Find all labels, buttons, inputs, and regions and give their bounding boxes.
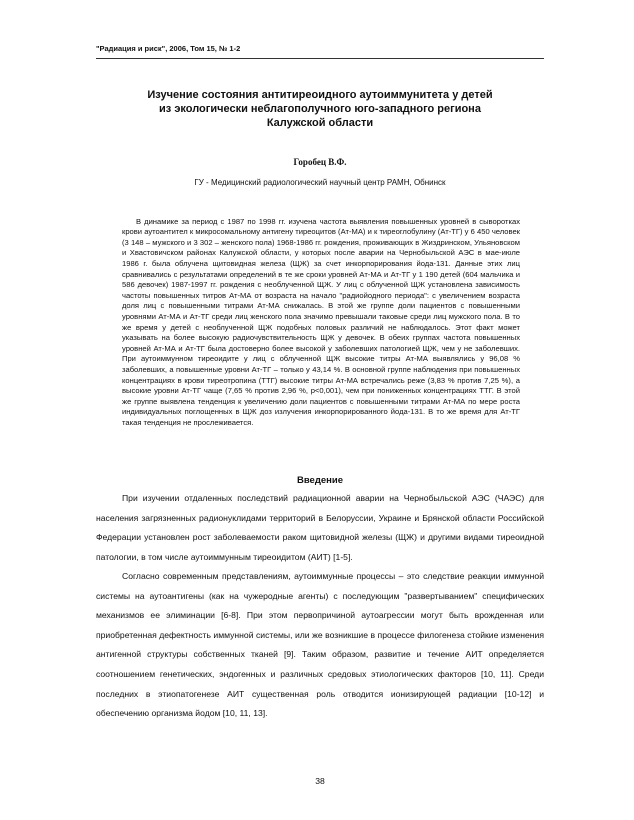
title-line-3: Калужской области [266,117,374,129]
title-line-1: Изучение состояния антитиреоидного аутоиммунитета у детей [147,89,493,101]
section-title-introduction: Введение [296,475,344,486]
body-paragraph-2: Согласно современным представлениям, аутоиммунные процессы – это следствие реакции иммунной системы на аутоантигены (как на чужеродные агенты) с последующим "развертыванием" специфических механизмов ее элиминации [6-8]. При этом первопричиной аутоагрессии могут быть врожденная или приобретенная дефектность иммунной системы, или же возникшие в процессе филогенеза стойкие изменения антигенной структуры собственных тканей [9]. Таким образом, развитие и течение АИТ определяется соотношением генетических, эндогенных и различных средовых этиологических факторов [10, 11]. Среди последних в этиопатогенезе АИТ существенная роль отводится ионизирующей радиации [10-12] и обеспечению организма йодом [10, 11, 13]. [96,571,544,719]
body-paragraph-1: При изучении отдаленных последствий радиационной аварии на Чернобыльской АЭС (ЧАЭС) для населения загрязненных радионуклидами территорий в Белоруссии, Украине и Брянской области Российской Федерации установлен рост заболеваемости раком щитовидной железы (ЩЖ) и другими видами тиреоидной патологии, в том числе аутоиммунным тиреоидитом (АИТ) [1-5]. [96,493,544,562]
article-title [96,88,544,130]
author: Горобец В.Ф. [293,157,347,167]
journal-header: "Радиация и риск", 2006, Том 15, № 1-2 [96,44,241,53]
header-rule [96,58,544,59]
title-line-2: из экологически неблагополучного юго-западного региона [159,103,481,115]
abstract: В динамике за период с 1987 по 1998 гг. изучена частота выявления повышенных уровней в сыворотках крови аутоантител к микросомальному антигену тиреоцитов (Ат-МА) и к тиреоглобулину (Ат-ТГ) у 6 450 человек (3 148 – мужского и 3 302 – женского пола) 1968-1986 гг. рождения, проживающих в Жиздринском, Ульяновском и Хвастовичском районах Калужской области, у которых после аварии на Чернобыльской АЭС в мае-июле 1986 г. была облучена щитовидная железа (ЩЖ) за счет инкорпорирования йода-131. Данные этих лиц сравнивались с результатами определений в те же сроки уровней Ат-МА и Ат-ТГ у 1 190 детей (604 мальчика и 586 девочек) 1987-1997 гг. рождения с необлученной ЩЖ. У лиц с облученной ЩЖ установлена зависимость частоты повышенных титров Ат-МА от возраста на начало "радиойодного периода": с увеличением возраста доля лиц с повышенными титрами Ат-МА снижалась. В этой же группе доли пациентов с повышенными уровнями Ат-МА и Ат-ТГ среди лиц женского пола значимо превышали таковые среди лиц мужского пола. В то же время у детей с необлученной ЩЖ подобных половых различий не наблюдалось. Этот факт может указывать на более высокую радиочувствительность ЩЖ у девочек. В обеих группах частота повышенных уровней Ат-МА и Ат-ТГ была достоверно более высокой у заболевших патологией ЩЖ, чем у не заболевших. При аутоиммунном тиреоидите у лиц с облученной ЩЖ высокие титры Ат-МА выявлялись у 96,08 % заболевших, а повышенные уровни Ат-ТГ – только у 43,14 %. В основной группе наблюдения при повышенных концентрациях в крови тиреотропина (ТТГ) высокие титры Ат-МА встречались реже (3,83 % против 7,25 %), а высокие уровни Ат-ТГ чаще (7,65 % против 2,96 %, p<0,001), чем при пониженных концентрациях ТТГ. В этой же группе выявлена тенденция к увеличению доли пациентов с повышенными титрами Ат-МА по мере роста индивидуальных поглощенных в ЩЖ доз излучения инкорпорированного йода-131. В то же время для Ат-ТГ такая тенденция не прослеживается. [122,216,520,427]
affiliation: ГУ - Медицинский радиологический научный центр РАМН, Обнинск [194,178,446,187]
page-number: 38 [315,776,325,786]
